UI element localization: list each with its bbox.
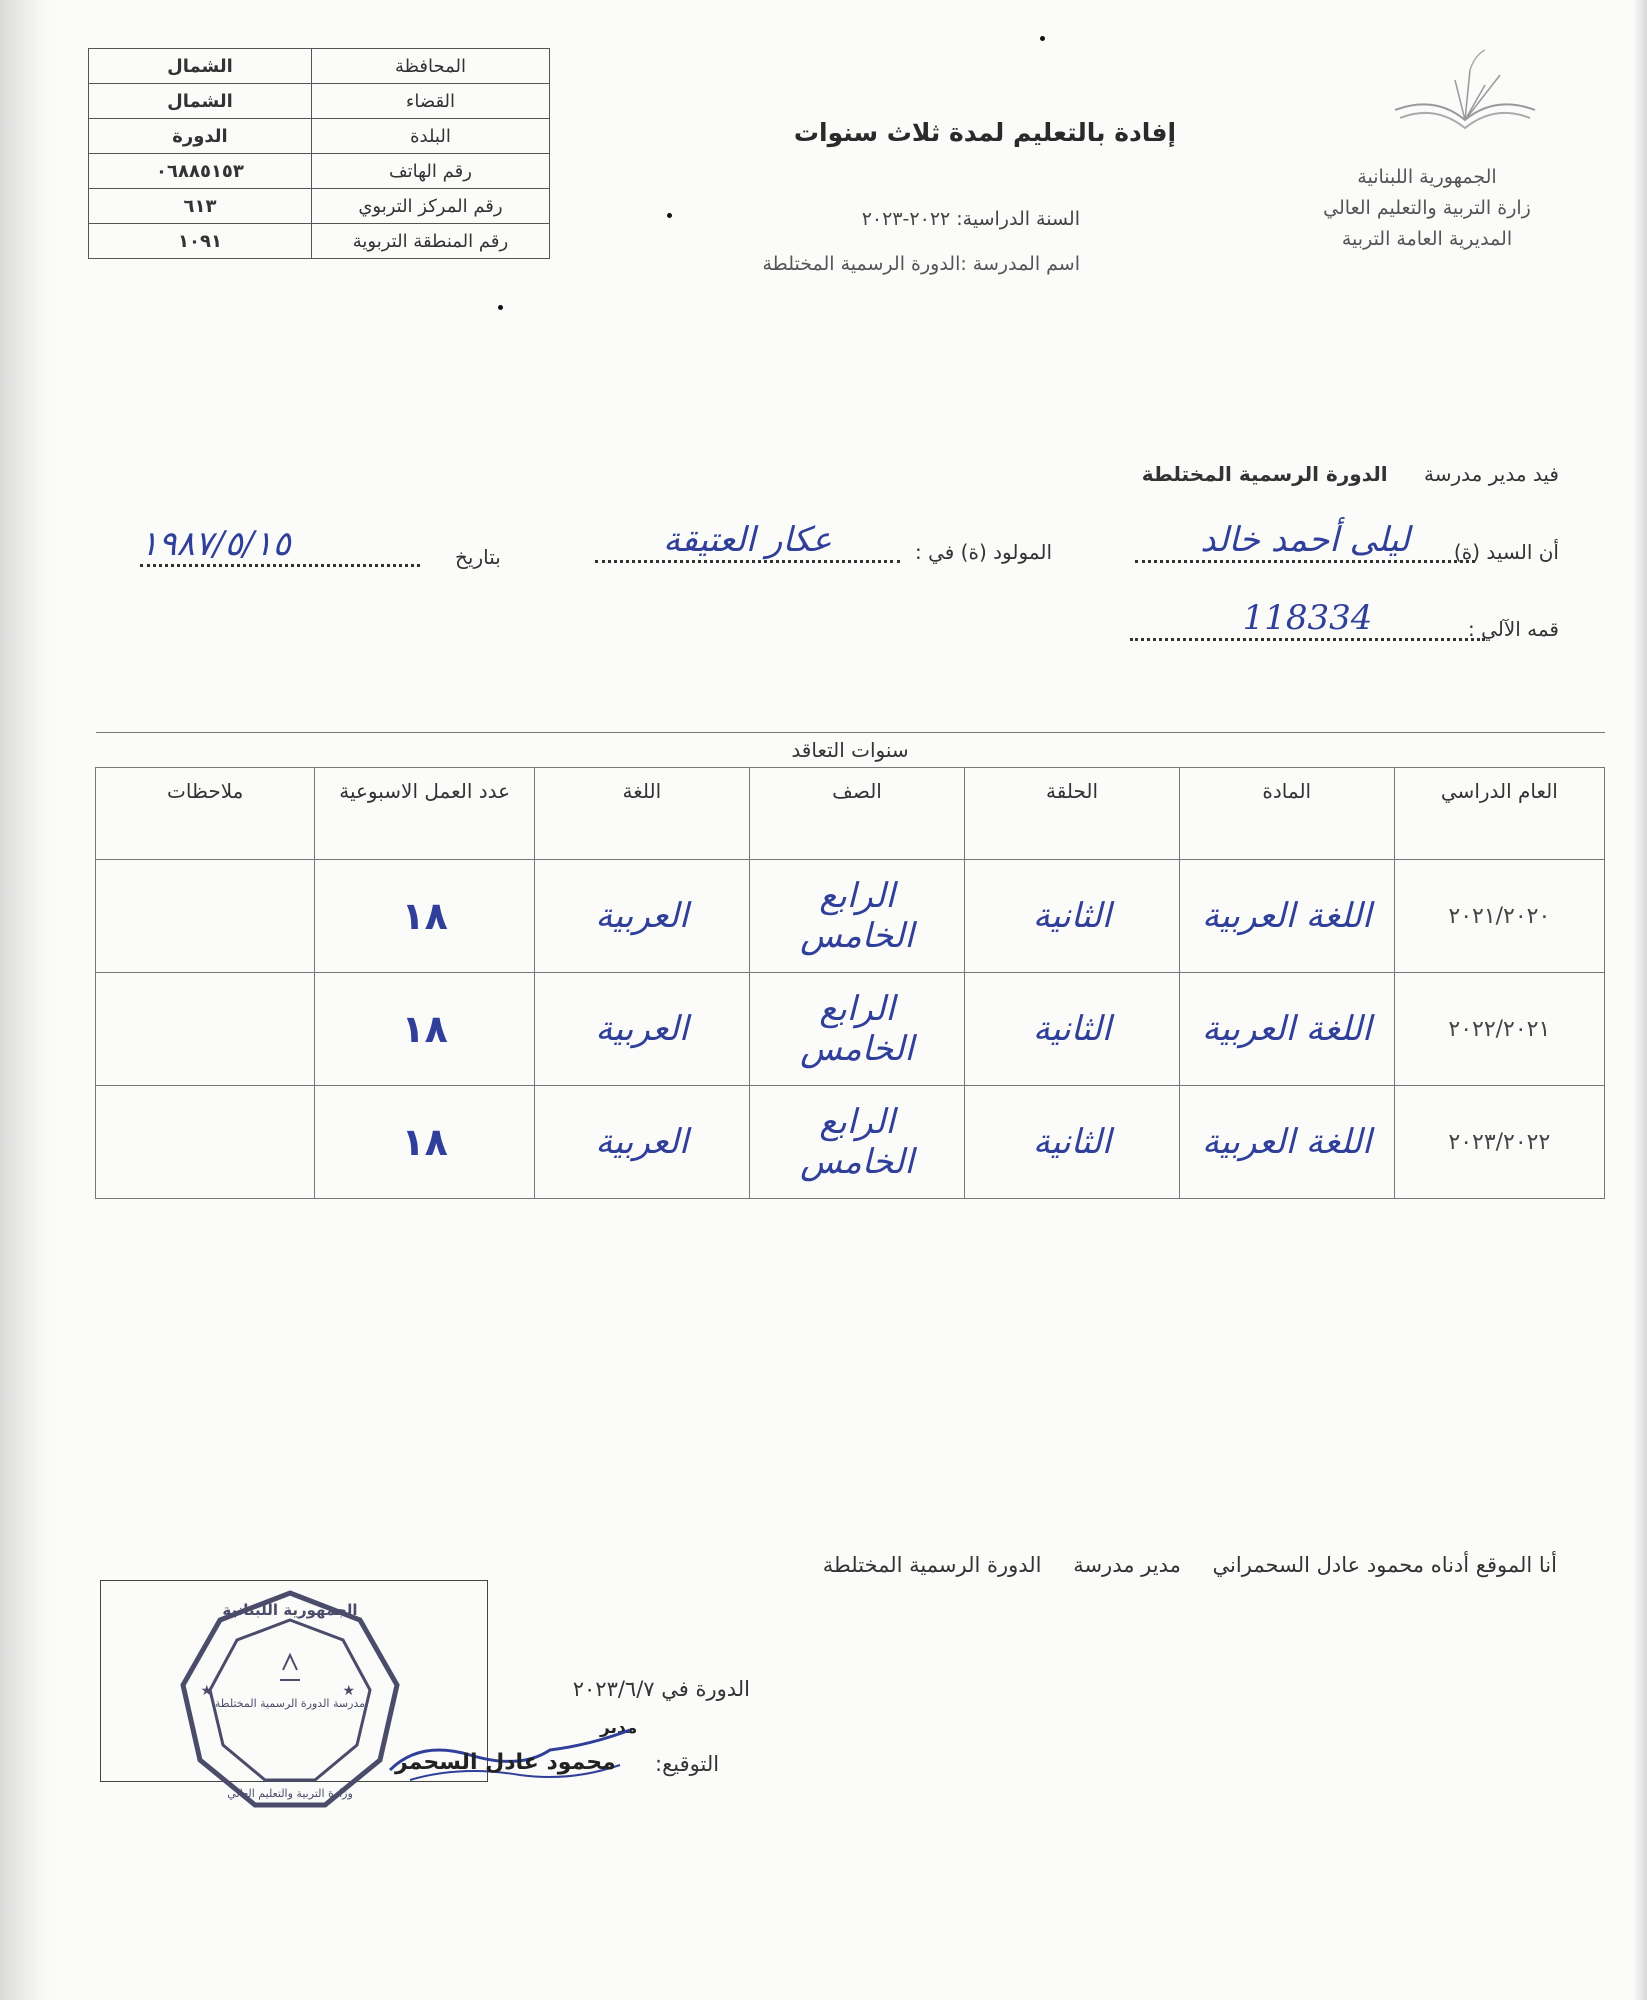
document-title: إفادة بالتعليم لمدة ثلاث سنوات: [793, 118, 1177, 147]
birth-place-field: [595, 520, 900, 563]
cycle: الثانية: [1032, 1009, 1112, 1049]
notes-cell: [96, 860, 315, 973]
subject: اللغة العربية: [1202, 896, 1372, 936]
principal-prefix: فيد مدير مدرسة: [1424, 462, 1559, 486]
info-row: [89, 154, 550, 189]
scan-speck: [1040, 36, 1045, 41]
column-header: ملاحظات: [96, 768, 315, 860]
birth-date-field: [140, 524, 420, 567]
scan-speck: [498, 305, 503, 310]
info-value: ٦١٣: [89, 189, 312, 224]
principal-school: الدورة الرسمية المختلطة: [1141, 462, 1388, 486]
column-header: الحلقة: [965, 768, 1180, 860]
column-header: الصف: [749, 768, 964, 860]
info-row: [89, 84, 550, 119]
subject-cell: [1179, 1086, 1394, 1199]
principal-line: [1142, 462, 1559, 486]
subject-cell: [1179, 860, 1394, 973]
svg-text:★: ★: [342, 1683, 355, 1699]
auto-number-field: [1130, 598, 1485, 641]
info-value: ١٠٩١: [89, 224, 312, 259]
language: العربية: [595, 1122, 689, 1162]
birth-place: عكار العتيقة: [663, 520, 832, 560]
column-header: العام الدراسي: [1394, 768, 1604, 860]
birth-date: ١٩٨٧/٥/١٥: [140, 524, 291, 564]
language: العربية: [595, 1009, 689, 1049]
weekly-hours: ١٨: [401, 1120, 448, 1164]
school-info-table: [88, 48, 550, 259]
book-logo-icon: [1375, 40, 1555, 140]
info-label: القضاء: [311, 84, 549, 119]
cycle: الثانية: [1032, 896, 1112, 936]
director-of: مدير مدرسة: [1073, 1553, 1181, 1577]
undersigned-line: [798, 1553, 1557, 1577]
column-header: عدد العمل الاسبوعية: [315, 768, 534, 860]
info-label: رقم المنطقة التربوية: [311, 224, 549, 259]
info-row: [89, 49, 550, 84]
contract-years-table: [95, 732, 1605, 1199]
info-label: رقم المركز التربوي: [311, 189, 549, 224]
teacher-name: ليلى أحمد خالد: [1200, 520, 1410, 560]
notes-cell: [96, 1086, 315, 1199]
ministry-header: [1277, 162, 1577, 255]
official-stamp: [165, 1585, 415, 1815]
stamp-bottom-text: وزارة التربية والتعليم العالي: [227, 1787, 353, 1800]
hours-cell: [315, 860, 534, 973]
grade-cell: [749, 860, 964, 973]
subject: اللغة العربية: [1202, 1122, 1372, 1162]
info-label: المحافظة: [311, 49, 549, 84]
grade-first: الرابع: [819, 989, 895, 1029]
cedar-icon: [280, 1655, 300, 1680]
mr-label: أن السيد (ة): [1453, 540, 1559, 564]
info-value: الدورة: [89, 119, 312, 154]
ministry-name: زارة التربية والتعليم العالي: [1323, 197, 1531, 219]
born-label: المولود (ة) في :: [915, 540, 1053, 564]
language: العربية: [595, 896, 689, 936]
year-cell: ٢٠٢٢/٢٠٢١: [1394, 973, 1604, 1086]
cycle: الثانية: [1032, 1122, 1112, 1162]
column-header: اللغة: [534, 768, 749, 860]
info-value: ٠٦٨٨٥١٥٣: [89, 154, 312, 189]
closing-school: الدورة الرسمية المختلطة: [822, 1553, 1042, 1577]
country-name: الجمهورية اللبنانية: [1357, 166, 1497, 188]
grade-cell: [749, 973, 964, 1086]
hours-cell: [315, 973, 534, 1086]
auto-number: 118334: [1242, 598, 1373, 638]
info-row: [89, 224, 550, 259]
school-year: السنة الدراسية: ٢٠٢٢-٢٠٢٣: [861, 208, 1080, 230]
grade-cell: [749, 1086, 964, 1199]
svg-text:★: ★: [200, 1683, 213, 1699]
language-cell: [534, 860, 749, 973]
table-row: [96, 973, 1605, 1086]
stamp-inner-text: مدرسة الدورة الرسمية المختلطة: [214, 1697, 366, 1710]
table-row: [96, 860, 1605, 973]
date-label: بتاريخ: [455, 545, 501, 569]
undersigned-text: أنا الموقع أدناه محمود عادل السحمراني: [1212, 1553, 1557, 1577]
table-row: [96, 1086, 1605, 1199]
grade-second: الخامس: [800, 916, 914, 956]
signature-label: التوقيع:: [655, 1752, 720, 1776]
weekly-hours: ١٨: [401, 894, 448, 938]
director-title: مدير: [600, 1718, 638, 1738]
directorate-name: المديرية العامة التربية: [1341, 228, 1513, 250]
year-cell: ٢٠٢٣/٢٠٢٢: [1394, 1086, 1604, 1199]
school-name: اسم المدرسة :الدورة الرسمية المختلطة: [762, 253, 1080, 275]
grade-first: الرابع: [819, 876, 895, 916]
column-header: المادة: [1179, 768, 1394, 860]
grade-first: الرابع: [819, 1102, 895, 1142]
subject: اللغة العربية: [1202, 1009, 1372, 1049]
weekly-hours: ١٨: [401, 1007, 448, 1051]
place-date: الدورة في ٢٠٢٣/٦/٧: [572, 1677, 750, 1701]
language-cell: [534, 973, 749, 1086]
cycle-cell: [965, 973, 1180, 1086]
cycle-cell: [965, 1086, 1180, 1199]
cycle-cell: [965, 860, 1180, 973]
info-row: [89, 119, 550, 154]
group-header: سنوات التعاقد: [96, 733, 1605, 768]
grade-second: الخامس: [800, 1029, 914, 1069]
signature-name: محمود عادل السحمر: [395, 1750, 616, 1775]
info-value: الشمال: [89, 84, 312, 119]
scan-shadow-right: [1633, 0, 1647, 2000]
hours-cell: [315, 1086, 534, 1199]
year-cell: ٢٠٢١/٢٠٢٠: [1394, 860, 1604, 973]
info-value: الشمال: [89, 49, 312, 84]
info-label: رقم الهاتف: [311, 154, 549, 189]
subject-cell: [1179, 973, 1394, 1086]
teacher-name-field: [1135, 520, 1475, 563]
scan-shadow-left: [0, 0, 60, 2000]
auto-number-label: قمه الآلي :: [1467, 617, 1559, 641]
stamp-outer-text: الجمهورية اللبنانية: [222, 1601, 358, 1619]
language-cell: [534, 1086, 749, 1199]
info-row: [89, 189, 550, 224]
notes-cell: [96, 973, 315, 1086]
grade-second: الخامس: [800, 1142, 914, 1182]
scan-speck: [667, 213, 672, 218]
info-label: البلدة: [311, 119, 549, 154]
